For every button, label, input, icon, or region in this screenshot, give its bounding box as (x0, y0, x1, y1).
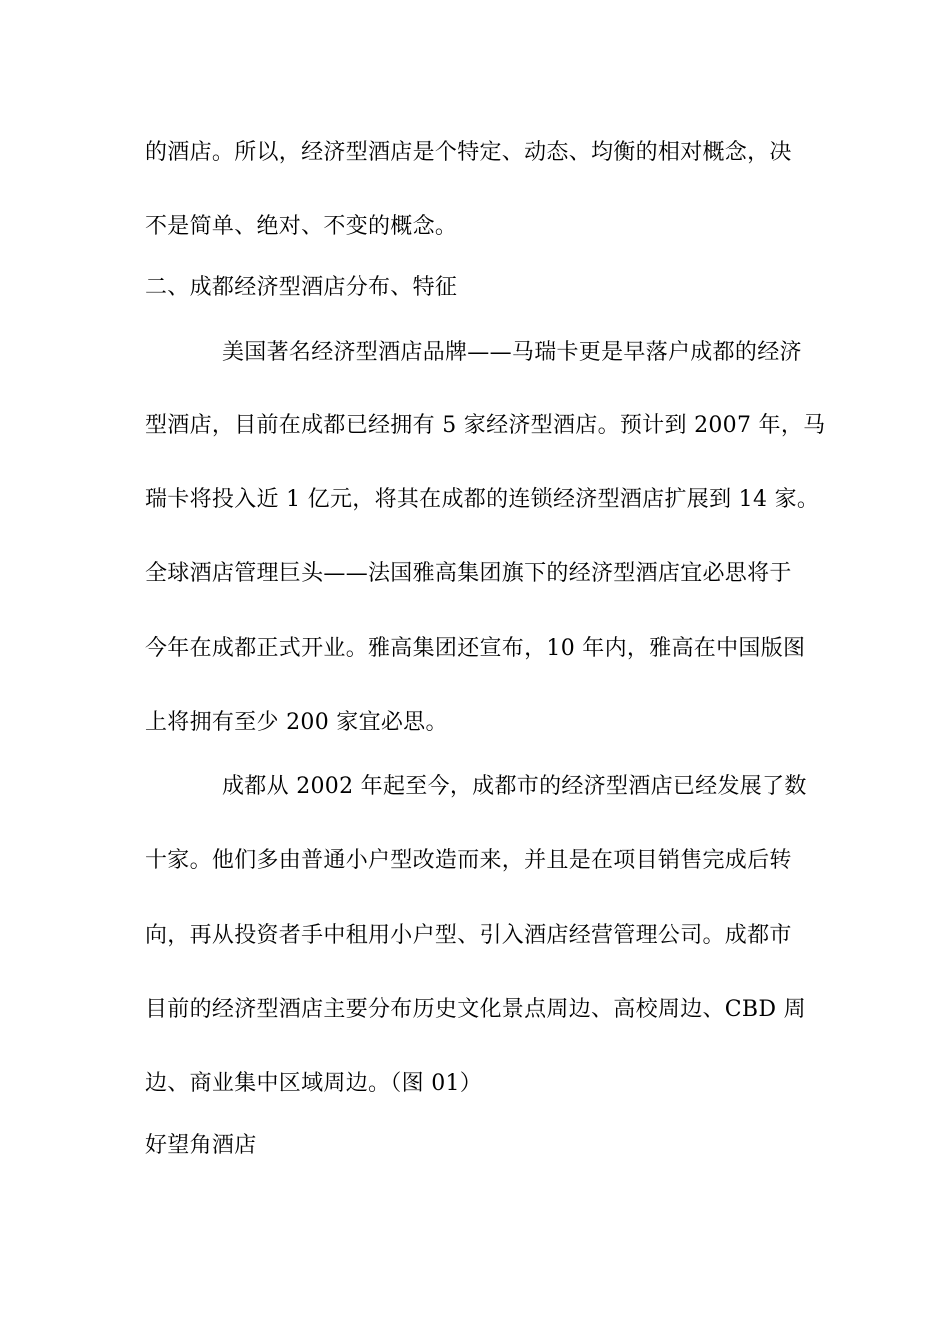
paragraph-line-11: 向，再从投资者手中租用小户型、引入酒店经营管理公司。成都市 (145, 923, 792, 948)
paragraph-line-4: 型酒店，目前在成都已经拥有 5 家经济型酒店。预计到 2007 年，马 (145, 413, 826, 438)
section-heading: 二、成都经济型酒店分布、特征 (145, 275, 458, 300)
paragraph-line-5: 瑞卡将投入近 1 亿元，将其在成都的连锁经济型酒店扩展到 14 家。 (145, 487, 820, 512)
figure-caption: 好望角酒店 (145, 1133, 257, 1158)
paragraph-line-9: 成都从 2002 年起至今，成都市的经济型酒店已经发展了数 (222, 774, 807, 799)
paragraph-line-13: 边、商业集中区域周边。（图 01） (145, 1071, 483, 1096)
paragraph-line-12: 目前的经济型酒店主要分布历史文化景点周边、高校周边、CBD 周 (145, 997, 806, 1022)
paragraph-line-6: 全球酒店管理巨头——法国雅高集团旗下的经济型酒店宜必思将于 (145, 561, 792, 586)
paragraph-line-10: 十家。他们多由普通小户型改造而来，并且是在项目销售完成后转 (145, 848, 792, 873)
paragraph-line-1: 的酒店。所以，经济型酒店是个特定、动态、均衡的相对概念，决 (145, 140, 792, 165)
paragraph-line-8: 上将拥有至少 200 家宜必思。 (145, 710, 448, 735)
paragraph-line-7: 今年在成都正式开业。雅高集团还宣布，10 年内，雅高在中国版图 (145, 636, 806, 661)
paragraph-line-3: 美国著名经济型酒店品牌——马瑞卡更是早落户成都的经济 (222, 340, 802, 365)
paragraph-line-2: 不是简单、绝对、不变的概念。 (145, 214, 458, 239)
